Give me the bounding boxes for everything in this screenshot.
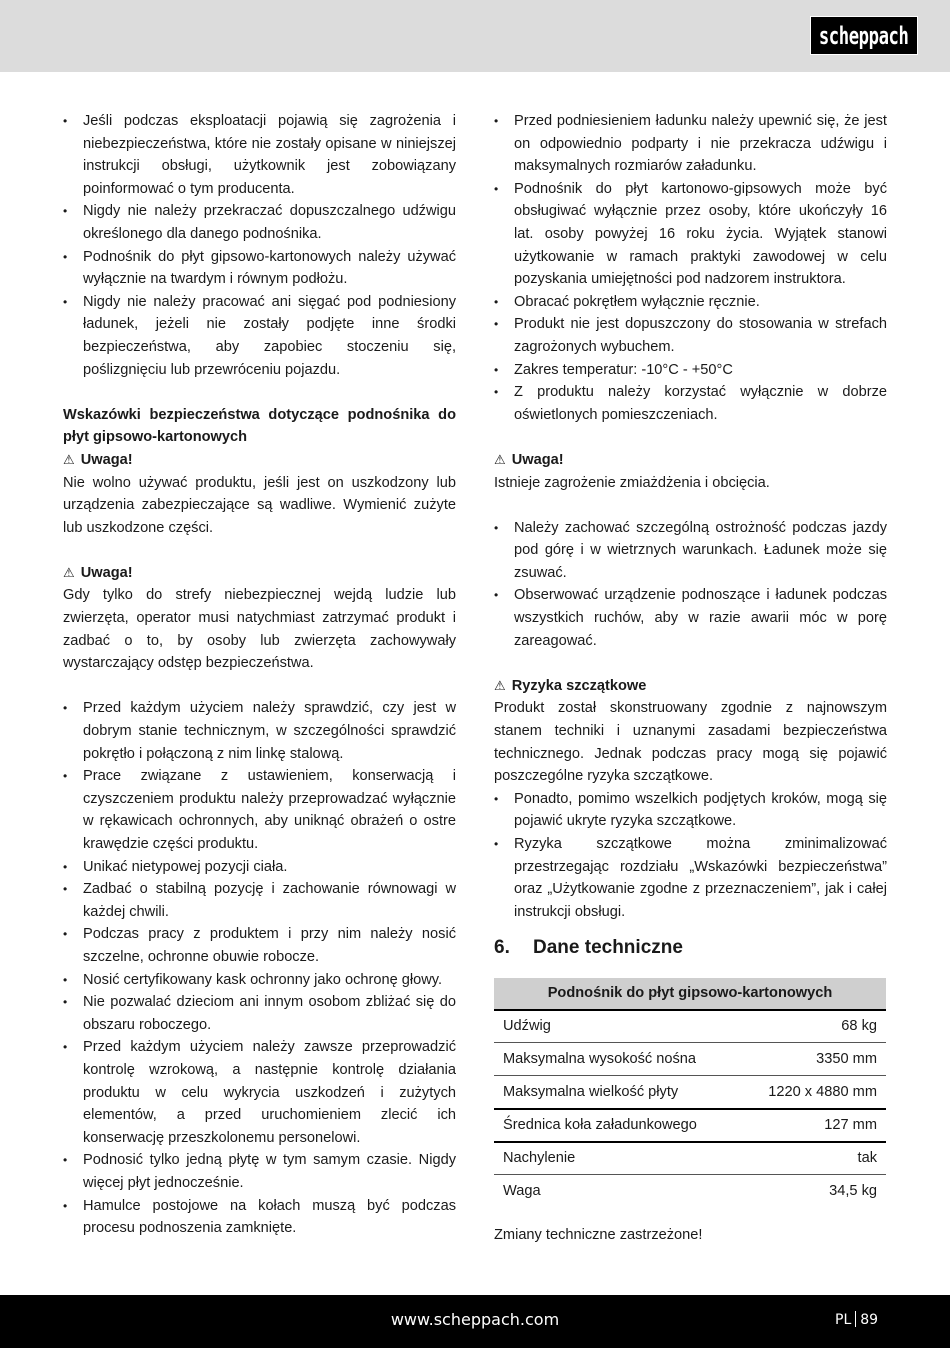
- list-item: • Ponadto, pomimo wszelkich podjętych kroków, mogą się pojawić ukryte ryzyka szczątkowe.: [494, 788, 887, 833]
- warning-triangle-icon: ⚠: [63, 564, 75, 580]
- residual-risk-label: Ryzyka szczątkowe: [511, 677, 647, 694]
- list-item: • Hamulce postojowe na kołach muszą być podczas procesu podnoszenia zamknięte.: [63, 1195, 456, 1240]
- logo-text: scheppach: [819, 21, 909, 50]
- list-item: • Podnośnik do płyt gipsowo-kartonowych należy używać wyłącznie na twardym i równym podłożu.: [63, 246, 456, 291]
- spec-value: tak: [739, 1142, 886, 1175]
- spec-value: 34,5 kg: [829, 1183, 877, 1200]
- warning-label: Uwaga!: [80, 564, 133, 581]
- spec-label: Średnica koła załadunkowego: [494, 1109, 739, 1142]
- list-item: • Przed każdym użyciem należy zawsze przeprowadzić kontrolę wzrokową, a następnie kontrolę działania produktu w celu wykrycia uszkodzeń i zużytych elementów, a przed uruchomieniem zlecić ich konserwację przeszkolonemu personelowi.: [63, 1036, 456, 1149]
- residual-bullet-list: [494, 788, 887, 924]
- page-indicator: [835, 1311, 878, 1328]
- table-row: [494, 1010, 886, 1043]
- table-header: Podnośnik do płyt gipsowo-kartonowych: [494, 978, 886, 1010]
- list-item: • Podnośnik do płyt kartonowo-gipsowych może być obsługiwać wyłącznie przez osoby, które ukończyły 16 lat. osoby powyżej 16 roku życia. Wyjątek stanowi użytkowanie w ramach praktyki zawodowej w celu pozyskania umiejętności pod nadzorem instruktora.: [494, 178, 887, 291]
- header-band: [0, 0, 950, 72]
- warning-title: [63, 562, 456, 585]
- warning-title: [63, 449, 456, 472]
- list-item: • Zadbać o stabilną pozycję i zachowanie równowagi w każdej chwili.: [63, 878, 456, 923]
- intro-bullet-list: [63, 110, 456, 381]
- technical-changes-note: Zmiany techniczne zastrzeżone!: [494, 1226, 703, 1243]
- list-item: • Nie pozwalać dzieciom ani innym osobom zbliżać się do obszaru roboczego.: [63, 991, 456, 1036]
- bullet-list: [494, 517, 887, 653]
- warning-triangle-icon: ⚠: [494, 451, 506, 467]
- spec-label: Maksymalna wysokość nośna: [494, 1043, 739, 1076]
- spec-label: Waga: [503, 1183, 541, 1200]
- footer: [0, 1295, 950, 1348]
- spec-label: Maksymalna wielkość płyty: [494, 1076, 739, 1109]
- left-column: [63, 110, 456, 1240]
- table-row: [494, 1175, 886, 1208]
- language-code: PL: [835, 1312, 852, 1328]
- warning-triangle-icon: ⚠: [494, 677, 506, 693]
- section-title: Dane techniczne: [533, 937, 683, 959]
- list-item: • Obserwować urządzenie podnoszące i ładunek podczas wszystkich ruchów, aby w razie awarii móc w porę zareagować.: [494, 584, 887, 652]
- tech-spec-table: [494, 978, 886, 1208]
- safety-bullet-list: [63, 697, 456, 1239]
- warning-text: Istnieje zagrożenie zmiażdżenia i obcięcia.: [494, 474, 770, 491]
- scheppach-logo: [810, 16, 918, 55]
- list-item: • Przed każdym użyciem należy sprawdzić, czy jest w dobrym stanie technicznym, w szczególności sprawdzić pokrętło i połączoną z nim linkę stalową.: [63, 697, 456, 765]
- section-heading: [494, 937, 887, 960]
- warning-label: Uwaga!: [511, 451, 564, 468]
- list-item: • Podnosić tylko jedną płytę w tym samym czasie. Nigdy więcej płyt jednocześnie.: [63, 1149, 456, 1194]
- warning-title: [494, 449, 887, 472]
- list-item: • Produkt nie jest dopuszczony do stosowania w strefach zagrożonych wybuchem.: [494, 313, 887, 358]
- spec-value: 68 kg: [739, 1010, 886, 1043]
- table-row: [494, 1076, 886, 1109]
- list-item: • Ryzyka szczątkowe można zminimalizować przestrzegając rozdziału „Wskazówki bezpieczeństwa” oraz „Użytkowanie zgodne z przeznaczeniem”, jak i całej instrukcji obsługi.: [494, 833, 887, 923]
- warning-label: Uwaga!: [80, 451, 133, 468]
- list-item: • Obracać pokrętłem wyłącznie ręcznie.: [494, 291, 887, 314]
- website-link[interactable]: www.scheppach.com: [390, 1310, 560, 1329]
- separator: [855, 1311, 856, 1327]
- page-number: 89: [860, 1312, 879, 1328]
- table-row: [494, 1109, 886, 1142]
- list-item: • Unikać nietypowej pozycji ciała.: [63, 856, 456, 879]
- warning-triangle-icon: ⚠: [63, 451, 75, 467]
- list-item: • Nigdy nie należy pracować ani sięgać pod podniesiony ładunek, jeżeli nie zostały podjęte inne środki bezpieczeństwa, aby zapobiec stoczeniu się, poślizgnięciu lub przewróceniu pojazdu.: [63, 291, 456, 381]
- table-row: [494, 1043, 886, 1076]
- safety-heading: Wskazówki bezpieczeństwa dotyczące podnośnika do płyt gipsowo-kartonowych: [63, 406, 456, 446]
- list-item: • Z produktu należy korzystać wyłącznie w dobrze oświetlonych pomieszczeniach.: [494, 381, 887, 426]
- bullet-list: [494, 110, 887, 426]
- list-item: • Prace związane z ustawieniem, konserwacją i czyszczeniem produktu należy przeprowadzać wyłącznie w rękawicach ochronnych, aby uniknąć obrażeń o ostre krawędzie części produktu.: [63, 765, 456, 855]
- residual-risk-text: Produkt został skonstruowany zgodnie z najnowszym stanem techniki i uznanymi zasadami bezpieczeństwa technicznego. Jednak podczas pracy mogą się pojawić poszczególne ryzyka szczątkowe.: [494, 700, 887, 785]
- spec-label: Nachylenie: [494, 1142, 739, 1175]
- table-row: [494, 1142, 886, 1175]
- right-column: [494, 110, 887, 1247]
- spec-value: 3350 mm: [739, 1043, 886, 1076]
- list-item: • Podczas pracy z produktem i przy nim należy nosić szczelne, ochronne obuwie robocze.: [63, 923, 456, 968]
- list-item: • Jeśli podczas eksploatacji pojawią się zagrożenia i niebezpieczeństwa, które nie zostały opisane w niniejszej instrukcji obsługi, użytkownik jest zobowiązany poinformować o tym producenta.: [63, 110, 456, 200]
- list-item: • Przed podniesieniem ładunku należy upewnić się, że jest on odpowiednio podparty i nie przekracza udźwigu i maksymalnych rozmiarów załadunku.: [494, 110, 887, 178]
- spec-value: 1220 x 4880 mm: [739, 1076, 886, 1109]
- residual-risk-title: [494, 675, 887, 698]
- warning-text: Gdy tylko do strefy niebezpiecznej wejdą ludzie lub zwierzęta, operator musi natychmiast zatrzymać produkt i zadbać o to, by osoby lub zwierzęta zachowywały wystarczający odstęp bezpieczeństwa.: [63, 587, 456, 672]
- spec-value: 127 mm: [739, 1109, 886, 1142]
- list-item: • Nosić certyfikowany kask ochronny jako ochronę głowy.: [63, 969, 456, 992]
- spec-label: Udźwig: [494, 1010, 739, 1043]
- section-number: 6.: [494, 937, 510, 959]
- list-item: • Nigdy nie należy przekraczać dopuszczalnego udźwigu określonego dla danego podnośnika.: [63, 200, 456, 245]
- warning-text: Nie wolno używać produktu, jeśli jest on uszkodzony lub urządzenia zabezpieczające są wadliwe. Wymienić zużyte lub uszkodzone części.: [63, 474, 456, 536]
- list-item: • Zakres temperatur: -10°C - +50°C: [494, 359, 887, 382]
- list-item: • Należy zachować szczególną ostrożność podczas jazdy pod górę i w wietrznych warunkach. Ładunek może się zsuwać.: [494, 517, 887, 585]
